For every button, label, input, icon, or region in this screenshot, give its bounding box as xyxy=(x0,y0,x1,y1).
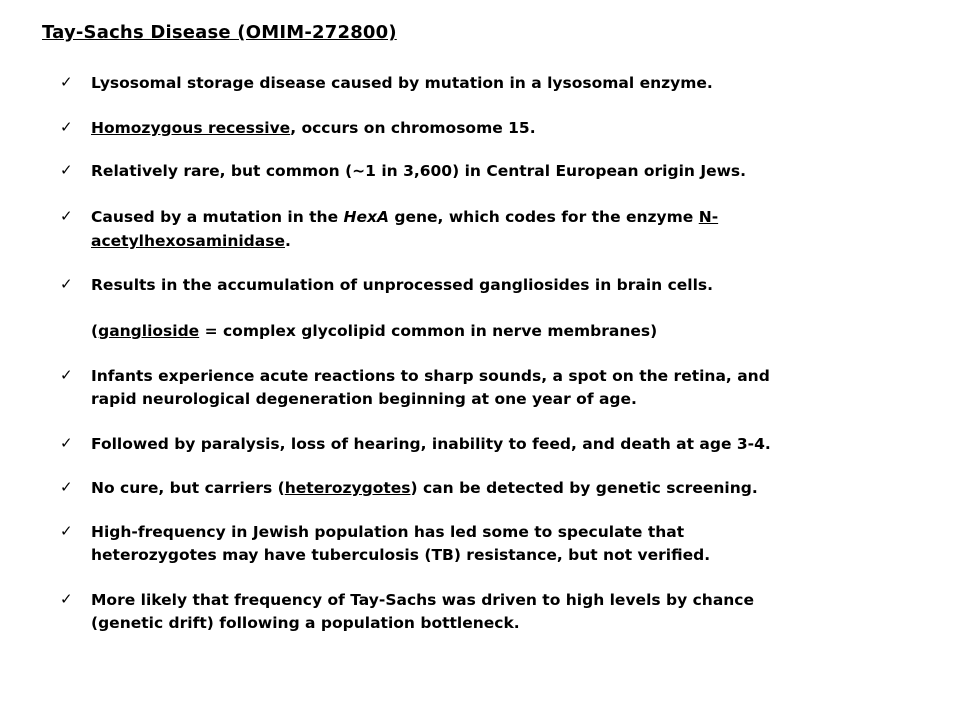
text-segment: No cure, but carriers ( xyxy=(91,479,285,497)
bullet-text: Infants experience acute reactions to sharp sounds, a spot on the retina, and xyxy=(91,367,770,385)
bullet-text xyxy=(91,206,921,228)
underlined-term: N- xyxy=(698,208,719,226)
check-icon: ✓ xyxy=(60,522,73,540)
check-icon: ✓ xyxy=(60,275,73,293)
bullet-text-continuation: heterozygotes may have tuberculosis (TB) resistance, but not verified. xyxy=(91,546,711,564)
bullet-text-continuation: (genetic drift) following a population bottleneck. xyxy=(91,614,520,632)
underlined-term: acetylhexosaminidase xyxy=(91,232,285,250)
underlined-term: Homozygous recessive xyxy=(91,119,291,137)
check-icon: ✓ xyxy=(60,590,73,608)
text-segment: Caused by a mutation in the xyxy=(91,208,344,226)
text-segment: , occurs on chromosome 15. xyxy=(290,119,536,137)
check-icon: ✓ xyxy=(60,434,73,452)
text-segment: . xyxy=(284,232,291,250)
bullet-text: Followed by paralysis, loss of hearing, inability to feed, and death at age 3-4. xyxy=(91,435,771,453)
underlined-term: ganglioside xyxy=(98,322,200,340)
bullet-text xyxy=(91,477,921,499)
text-segment: = complex glycolipid common in nerve membranes) xyxy=(199,322,658,340)
bullet-text xyxy=(91,117,921,139)
check-icon: ✓ xyxy=(60,478,73,496)
bullet-text: Relatively rare, but common (~1 in 3,600) in Central European origin Jews. xyxy=(91,162,747,180)
bullet-text-continuation xyxy=(91,230,921,252)
bullet-text-continuation: rapid neurological degeneration beginning at one year of age. xyxy=(91,390,637,408)
check-icon: ✓ xyxy=(60,73,73,91)
text-segment: gene, which codes for the enzyme xyxy=(389,208,699,226)
bullet-text: Lysosomal storage disease caused by mutation in a lysosomal enzyme. xyxy=(91,74,713,92)
bullet-text: High-frequency in Jewish population has led some to speculate that xyxy=(91,523,685,541)
check-icon: ✓ xyxy=(60,118,73,136)
bullet-text: More likely that frequency of Tay-Sachs was driven to high levels by chance xyxy=(91,591,755,609)
text-segment: ( xyxy=(91,322,99,340)
underlined-term: heterozygotes xyxy=(284,479,411,497)
gene-name: HexA xyxy=(343,208,389,226)
check-icon: ✓ xyxy=(60,366,73,384)
text-segment: ) can be detected by genetic screening. xyxy=(410,479,758,497)
bullet-note xyxy=(91,320,921,342)
check-icon: ✓ xyxy=(60,161,73,179)
slide-title: Tay-Sachs Disease (OMIM-272800) xyxy=(42,22,397,43)
bullet-text: Results in the accumulation of unprocessed gangliosides in brain cells. xyxy=(91,276,714,294)
check-icon: ✓ xyxy=(60,207,73,225)
